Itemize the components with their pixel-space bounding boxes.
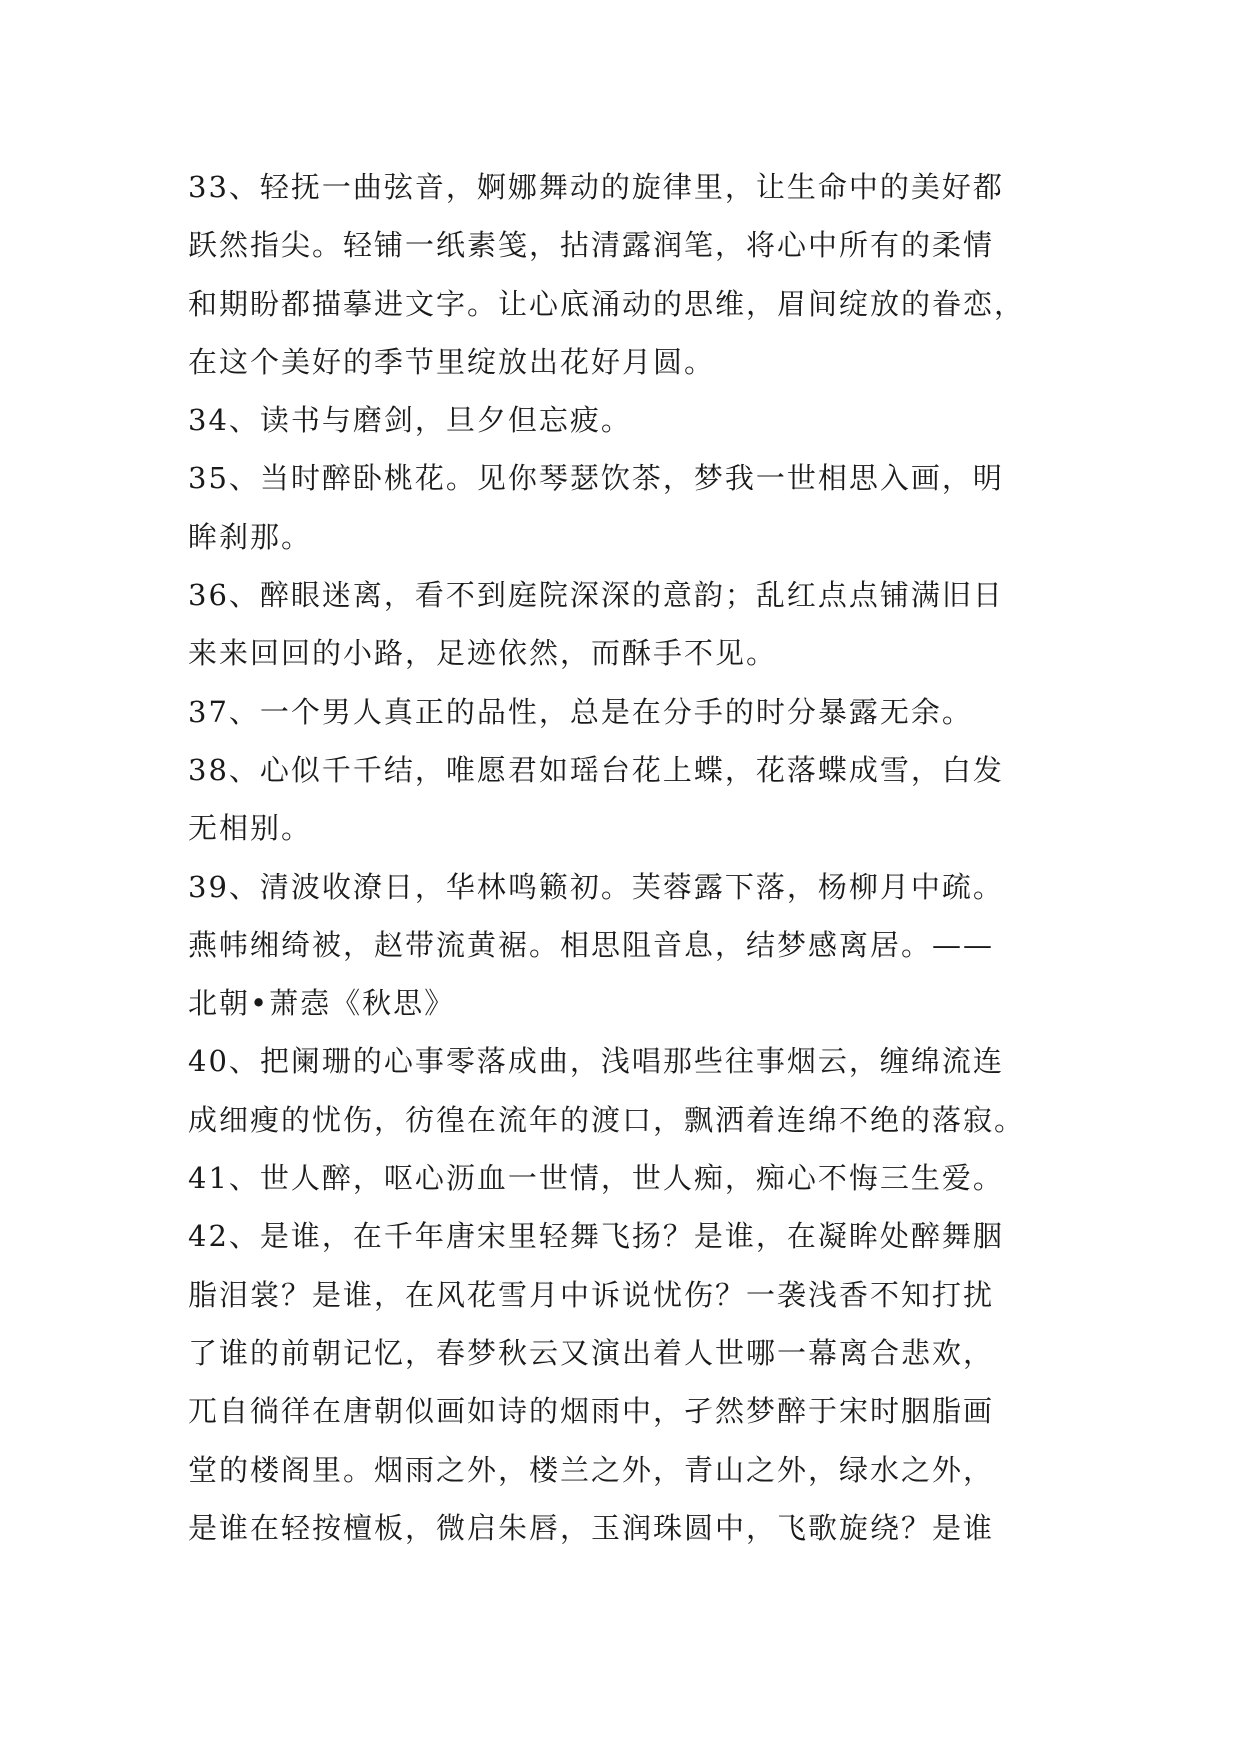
text-line: 35、当时醉卧桃花。见你琴瑟饮茶，梦我一世相思入画，明 [188, 461, 1004, 496]
text-line: 是谁在轻按檀板，微启朱唇，玉润珠圆中，飞歌旋绕？是谁 [188, 1510, 995, 1545]
text-line: 在这个美好的季节里绽放出花好月圆。 [188, 344, 716, 379]
text-line: 跃然指尖。轻铺一纸素笺，拈清露润笔，将心中所有的柔情 [188, 228, 995, 263]
text-line: 堂的楼阁里。烟雨之外，楼兰之外，青山之外，绿水之外， [188, 1452, 995, 1487]
text-line: 了谁的前朝记忆，春梦秋云又演出着人世哪一幕离合悲欢， [188, 1335, 995, 1370]
text-line: 37、一个男人真正的品性，总是在分手的时分暴露无余。 [188, 694, 973, 729]
text-line: 33、轻抚一曲弦音，婀娜舞动的旋律里，让生命中的美好都 [188, 170, 1004, 204]
body-text [188, 158, 1058, 1557]
text-line: 36、醉眼迷离，看不到庭院深深的意韵；乱红点点铺满旧日 [188, 578, 1004, 613]
text-line: 无相别。 [188, 811, 313, 846]
text-line: 34、读书与磨剑，旦夕但忘疲。 [188, 403, 632, 438]
text-line: 39、清波收潦日，华林鸣籁初。芙蓉露下落，杨柳月中疏。 [188, 869, 1004, 904]
text-line: 来来回回的小路，足迹依然，而酥手不见。 [188, 636, 778, 671]
text-line: 兀自徜徉在唐朝似画如诗的烟雨中，孑然梦醉于宋时胭脂画 [188, 1394, 995, 1429]
text-line: 和期盼都描摹进文字。让心底涌动的思维，眉间绽放的眷恋， [188, 286, 1026, 321]
text-line: 北朝•萧悫《秋思》 [188, 986, 456, 1021]
text-line: 脂泪裳？是谁，在风花雪月中诉说忧伤？一袭浅香不知打扰 [188, 1277, 995, 1312]
text-line: 40、把阑珊的心事零落成曲，浅唱那些往事烟云，缠绵流连 [188, 1044, 1004, 1079]
text-line: 38、心似千千结，唯愿君如瑶台花上蝶，花落蝶成雪，白发 [188, 752, 1004, 787]
text-line: 成细瘦的忧伤，彷徨在流年的渡口，飘洒着连绵不绝的落寂。 [188, 1102, 1026, 1137]
text-line: 燕帏缃绮被，赵带流黄裾。相思阻音息，结梦感离居。—— [188, 927, 995, 962]
text-line: 眸刹那。 [188, 519, 313, 554]
text-line: 42、是谁，在千年唐宋里轻舞飞扬？是谁，在凝眸处醉舞胭 [188, 1219, 1004, 1254]
text-line: 41、世人醉，呕心沥血一世情，世人痴，痴心不悔三生爱。 [188, 1161, 1004, 1196]
